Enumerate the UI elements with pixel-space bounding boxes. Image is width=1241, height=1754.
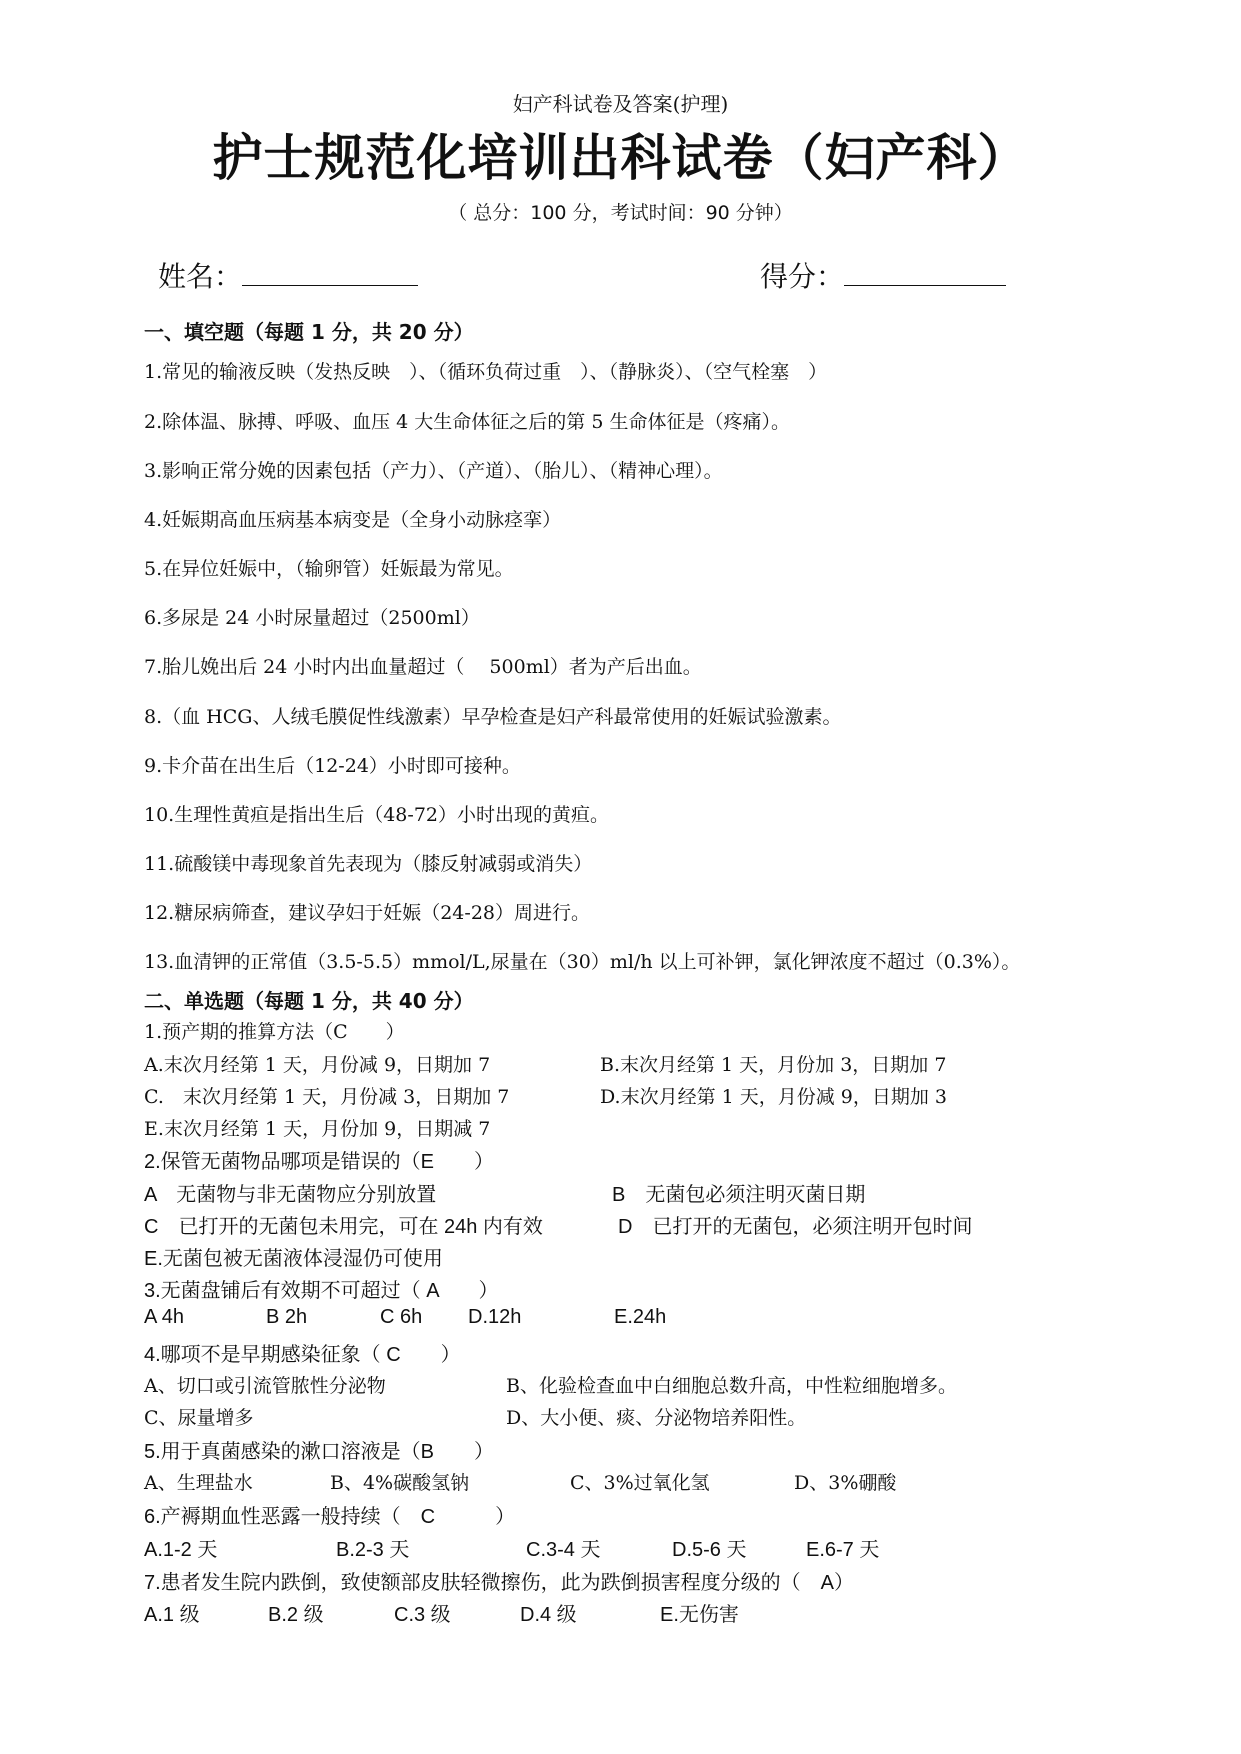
q7-option-c[interactable]: C.3 级 (394, 1604, 451, 1626)
q2-option-e[interactable]: E.无菌包被无菌液体浸湿仍可使用 (144, 1248, 443, 1270)
q5-option-d[interactable]: D、3%硼酸 (794, 1472, 897, 1494)
q3-option-c[interactable]: C 6h (380, 1306, 423, 1328)
q4-option-d[interactable]: D、大小便、痰、分泌物培养阳性。 (506, 1407, 807, 1429)
fill-item: 4.妊娠期高血压病基本病变是（全身小动脉痉挛） (144, 509, 562, 531)
exam-title: 护士规范化培训出科试卷（妇产科） (212, 129, 1029, 187)
q5-option-c[interactable]: C、3%过氧化氢 (570, 1472, 710, 1494)
question-5-stem: 5.用于真菌感染的漱口溶液是（B ） (144, 1441, 495, 1463)
section-heading-single-choice: 二、单选题（每题 1 分，共 40 分） (144, 989, 474, 1013)
q6-option-d[interactable]: D.5-6 天 (672, 1539, 747, 1561)
score-field[interactable] (760, 255, 1006, 295)
fill-item: 2.除体温、脉搏、呼吸、血压 4 大生命体征之后的第 5 生命体征是（疼痛）。 (144, 411, 790, 433)
fill-item: 3.影响正常分娩的因素包括（产力）、（产道）、（胎儿）、（精神心理）。 (144, 460, 723, 482)
name-blank[interactable] (242, 261, 418, 286)
q3-option-a[interactable]: A 4h (144, 1306, 185, 1328)
fill-item: 11.硫酸镁中毒现象首先表现为（膝反射减弱或消失） (144, 853, 593, 875)
q1-option-d[interactable]: D.末次月经第 1 天，月份减 9，日期加 3 (600, 1086, 948, 1108)
question-4-stem: 4.哪项不是早期感染征象（ C ） (144, 1344, 461, 1366)
q6-option-b[interactable]: B.2-3 天 (336, 1539, 410, 1561)
fill-item: 13.血清钾的正常值（3.5-5.5）mmol/L,尿量在（30）ml/h 以上可补钾，氯化钾浓度不超过（0.3%）。 (144, 951, 1021, 973)
q1-option-b[interactable]: B.末次月经第 1 天，月份加 3，日期加 7 (600, 1054, 947, 1076)
question-3-stem: 3.无菌盘铺后有效期不可超过（ A ） (144, 1280, 499, 1302)
q7-option-d[interactable]: D.4 级 (520, 1604, 577, 1626)
section-heading-fill-in: 一、填空题（每题 1 分，共 20 分） (144, 320, 474, 344)
q4-option-b[interactable]: B、化验检查血中白细胞总数升高，中性粒细胞增多。 (506, 1375, 957, 1397)
q1-option-a[interactable]: A.末次月经第 1 天，月份减 9，日期加 7 (144, 1054, 491, 1076)
fill-item: 9.卡介苗在出生后（12-24）小时即可接种。 (144, 755, 521, 777)
fill-item: 5.在异位妊娠中，（输卵管）妊娠最为常见。 (144, 558, 514, 580)
score-label: 得分： (760, 260, 845, 293)
fill-item: 6.多尿是 24 小时尿量超过（2500ml） (144, 607, 480, 629)
q2-option-b[interactable]: B 无菌包必须注明灭菌日期 (612, 1184, 866, 1206)
fill-item: 7.胎儿娩出后 24 小时内出血量超过（ 500ml）者为产后出血。 (144, 656, 702, 678)
exam-meta: （ 总分：100 分，考试时间：90 分钟） (448, 202, 793, 224)
q2-option-a[interactable]: A 无菌物与非无菌物应分别放置 (144, 1184, 437, 1206)
q1-option-e[interactable]: E.末次月经第 1 天，月份加 9，日期减 7 (144, 1118, 491, 1140)
q4-option-a[interactable]: A、切口或引流管脓性分泌物 (144, 1375, 386, 1397)
fill-item: 12.糖尿病筛查，建议孕妇于妊娠（24-28）周进行。 (144, 902, 590, 924)
q7-option-b[interactable]: B.2 级 (268, 1604, 324, 1626)
q7-option-a[interactable]: A.1 级 (144, 1604, 200, 1626)
q6-option-c[interactable]: C.3-4 天 (526, 1539, 601, 1561)
name-label: 姓名： (158, 260, 243, 293)
question-7-stem: 7.患者发生院内跌倒，致使额部皮肤轻微擦伤，此为跌倒损害程度分级的（ A） (144, 1572, 855, 1594)
question-2-stem: 2.保管无菌物品哪项是错误的（E ） (144, 1151, 495, 1173)
q1-option-c[interactable]: C. 末次月经第 1 天，月份减 3，日期加 7 (144, 1086, 510, 1108)
q7-option-e[interactable]: E.无伤害 (660, 1604, 739, 1626)
q6-option-e[interactable]: E.6-7 天 (806, 1539, 880, 1561)
name-field[interactable] (158, 255, 418, 295)
q5-option-b[interactable]: B、4%碳酸氢钠 (330, 1472, 470, 1494)
q2-option-d[interactable]: D 已打开的无菌包，必须注明开包时间 (618, 1216, 973, 1238)
document-subtitle: 妇产科试卷及答案(护理) (512, 92, 729, 116)
q6-option-a[interactable]: A.1-2 天 (144, 1539, 218, 1561)
fill-item: 10.生理性黄疸是指出生后（48-72）小时出现的黄疸。 (144, 804, 609, 826)
q5-option-a[interactable]: A、生理盐水 (144, 1472, 253, 1494)
score-blank[interactable] (844, 261, 1006, 286)
question-1-stem: 1.预产期的推算方法（C ） (144, 1021, 405, 1043)
q3-option-d[interactable]: D.12h (468, 1306, 522, 1328)
question-6-stem: 6.产褥期血性恶露一般持续（ C ） (144, 1506, 516, 1528)
q3-option-e[interactable]: E.24h (614, 1306, 667, 1328)
q4-option-c[interactable]: C、尿量增多 (144, 1407, 254, 1429)
q3-option-b[interactable]: B 2h (266, 1306, 308, 1328)
fill-item: 1.常见的输液反映（发热反映 ）、（循环负荷过重 ）、（静脉炎）、（空气栓塞 ） (144, 361, 828, 383)
fill-item: 8.（血 HCG、人绒毛膜促性线激素）早孕检查是妇产科最常使用的妊娠试验激素。 (144, 706, 842, 728)
q2-option-c[interactable]: C 已打开的无菌包未用完，可在 24h 内有效 (144, 1216, 543, 1238)
